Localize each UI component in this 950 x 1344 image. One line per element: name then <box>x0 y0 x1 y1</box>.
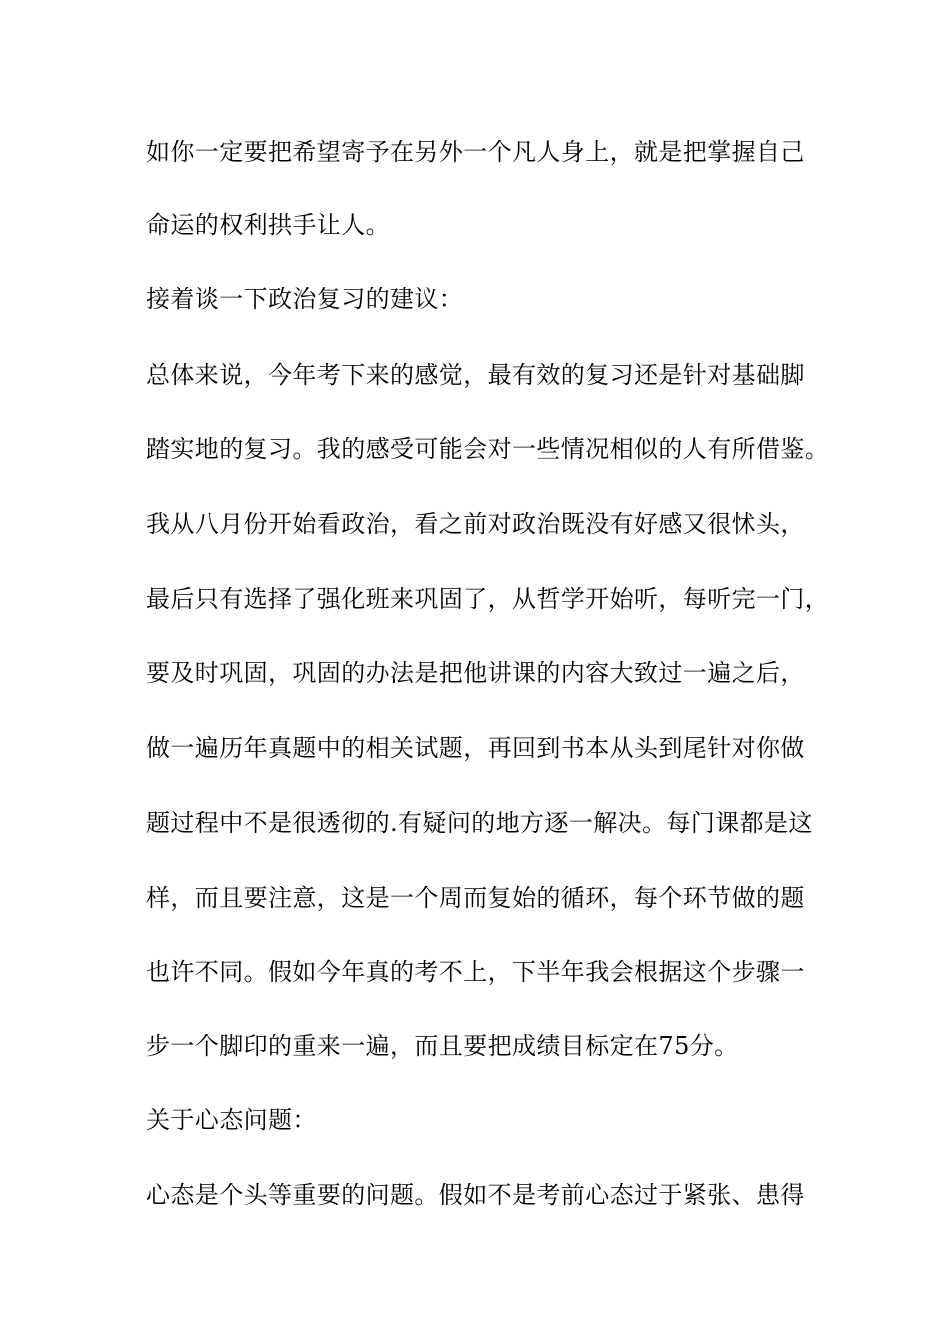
text-line: 关于心态问题： <box>146 1106 317 1134</box>
text-line: 也许不同。假如今年真的考不上，下半年我会根据这个步骤一 <box>146 958 805 986</box>
text-line: 接着谈一下政治复习的建议： <box>146 285 464 313</box>
text-line: 要及时巩固，巩固的办法是把他讲课的内容大致过一遍之后， <box>146 659 805 687</box>
text-line: 题过程中不是很透彻的.有疑问的地方逐一解决。每门课都是这 <box>146 809 813 837</box>
text-line: 我从八月份开始看政治，看之前对政治既没有好感又很怵头， <box>146 510 805 538</box>
text-line: 最后只有选择了强化班来巩固了，从哲学开始听，每听完一门， <box>146 585 830 613</box>
text-line: 步一个脚印的重来一遍，而且要把成绩目标定在75分。 <box>146 1032 739 1060</box>
text-line: 命运的权利拱手让人。 <box>146 211 390 239</box>
text-line: 踏实地的复习。我的感受可能会对一些情况相似的人有所借鉴。 <box>146 435 830 463</box>
text-line: 做一遍历年真题中的相关试题，再回到书本从头到尾针对你做 <box>146 734 805 762</box>
text-line: 心态是个头等重要的问题。假如不是考前心态过于紧张、患得 <box>146 1181 805 1209</box>
text-line: 样，而且要注意，这是一个周而复始的循环，每个环节做的题 <box>146 884 805 912</box>
text-line: 如你一定要把希望寄予在另外一个凡人身上，就是把掌握自己 <box>146 138 805 166</box>
text-line: 总体来说，今年考下来的感觉，最有效的复习还是针对基础脚 <box>146 361 805 389</box>
